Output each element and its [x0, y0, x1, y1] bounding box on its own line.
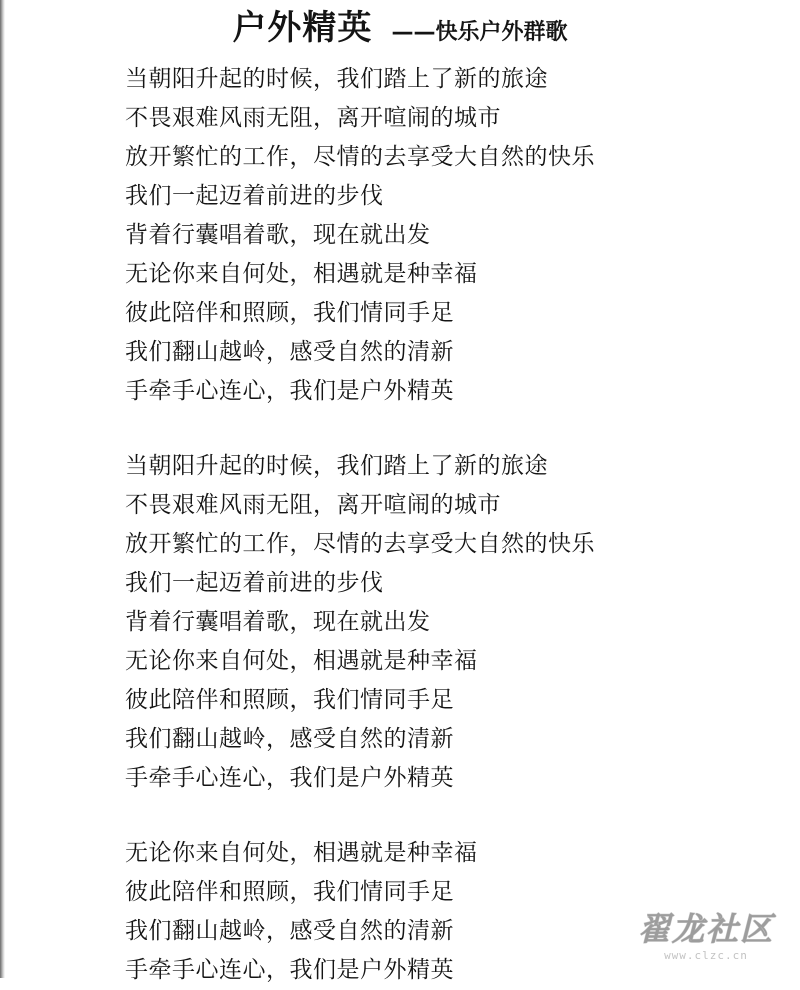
lyric-line: 背着行囊唱着歌，现在就出发	[125, 609, 431, 635]
lyric-line: 我们翻山越岭，感受自然的清新	[125, 918, 454, 944]
song-subtitle: ——快乐户外群歌	[391, 20, 568, 45]
lyric-line: 当朝阳升起的时候，我们踏上了新的旅途	[125, 66, 548, 92]
lyric-line: 无论你来自何处，相遇就是种幸福	[125, 261, 478, 287]
lyrics-body	[125, 60, 745, 990]
site-watermark	[626, 911, 786, 962]
page-left-edge-shadow	[0, 0, 5, 978]
song-title: 户外精英	[232, 8, 373, 48]
lyric-line: 手牵手心连心，我们是户外精英	[125, 957, 454, 983]
lyric-line: 不畏艰难风雨无阻，离开喧闹的城市	[125, 492, 501, 518]
lyric-line: 我们一起迈着前进的步伐	[125, 570, 384, 596]
lyric-line: 背着行囊唱着歌，现在就出发	[125, 222, 431, 248]
lyric-line: 我们翻山越岭，感受自然的清新	[125, 726, 454, 752]
lyric-line: 手牵手心连心，我们是户外精英	[125, 765, 454, 791]
lyric-line: 无论你来自何处，相遇就是种幸福	[125, 648, 478, 674]
lyrics-stanza-2	[125, 447, 745, 798]
lyric-line: 我们一起迈着前进的步伐	[125, 183, 384, 209]
lyric-line: 彼此陪伴和照顾，我们情同手足	[125, 879, 454, 905]
lyric-line: 当朝阳升起的时候，我们踏上了新的旅途	[125, 453, 548, 479]
lyric-line: 不畏艰难风雨无阻，离开喧闹的城市	[125, 105, 501, 131]
lyric-line: 无论你来自何处，相遇就是种幸福	[125, 840, 478, 866]
lyrics-stanza-1	[125, 60, 745, 411]
lyric-line: 手牵手心连心，我们是户外精英	[125, 378, 454, 404]
lyric-line: 彼此陪伴和照顾，我们情同手足	[125, 300, 454, 326]
watermark-logo: 翟龙社区	[637, 910, 774, 948]
lyric-line: 放开繁忙的工作，尽情的去享受大自然的快乐	[125, 531, 595, 557]
lyric-line: 放开繁忙的工作，尽情的去享受大自然的快乐	[125, 144, 595, 170]
song-title-row	[0, 6, 800, 56]
watermark-url: www.clzc.cn	[664, 949, 748, 962]
lyric-line: 彼此陪伴和照顾，我们情同手足	[125, 687, 454, 713]
lyric-line: 我们翻山越岭，感受自然的清新	[125, 339, 454, 365]
